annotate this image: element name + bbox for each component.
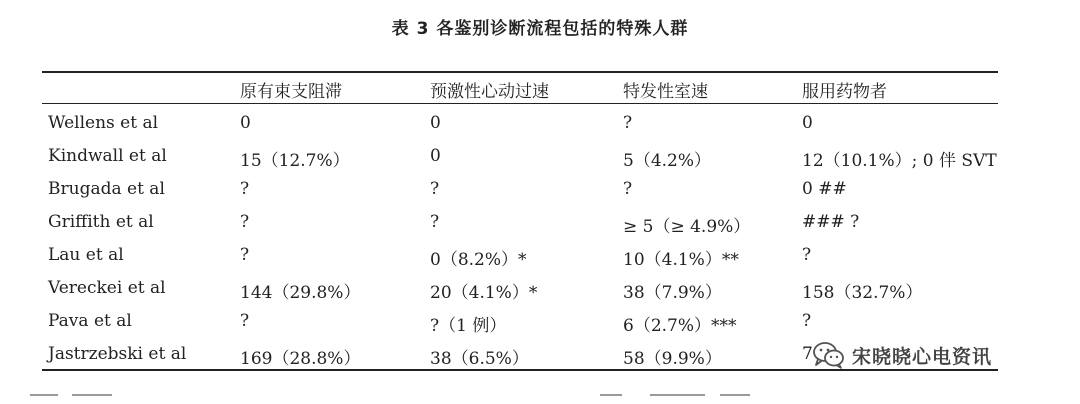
table-cell: 12（10.1%）; 0 伴 SVT [802, 151, 997, 171]
row-label: Jastrzebski et al [48, 344, 187, 364]
table-cell: 6（2.7%）*** [623, 316, 737, 336]
watermark [812, 340, 992, 370]
row-label: Brugada et al [48, 179, 165, 199]
table-row [42, 172, 998, 205]
table-cell: ? [430, 212, 440, 232]
row-label: Griffith et al [48, 212, 154, 232]
row-label: Kindwall et al [48, 146, 167, 166]
row-label: Vereckei et al [48, 278, 166, 298]
table-cell: 7 [802, 344, 813, 364]
table-cell: 20（4.1%）* [430, 283, 538, 303]
table-row [42, 139, 998, 172]
table-title: 表 3 各鉴别诊断流程包括的特殊人群 [391, 19, 689, 39]
wechat-icon [812, 340, 846, 370]
cropped-next-line [0, 392, 1080, 404]
table-cell: 10（4.1%）** [623, 250, 739, 270]
header-rule [42, 103, 998, 104]
table-cell: 169（28.8%） [240, 349, 361, 369]
column-header: 特发性室速 [623, 82, 708, 102]
table-row [42, 205, 998, 238]
table-cell: ? [802, 245, 812, 265]
table-cell: ? [240, 179, 250, 199]
table-cell: 58（9.9%） [623, 349, 722, 369]
table-cell: 38（7.9%） [623, 283, 722, 303]
table-row [42, 304, 998, 337]
column-header: 原有束支阻滞 [240, 82, 342, 102]
table-cell: 144（29.8%） [240, 283, 361, 303]
table-cell: 5（4.2%） [623, 151, 712, 171]
table-cell: 0 ## [802, 179, 847, 199]
table-cell: ? [240, 311, 250, 331]
table-row [42, 238, 998, 271]
watermark-text: 宋晓晓心电资讯 [852, 345, 993, 368]
column-header: 服用药物者 [802, 82, 887, 102]
table-cell: ? [430, 179, 440, 199]
row-label: Lau et al [48, 245, 124, 265]
table-cell: ? [802, 311, 812, 331]
table-cell: ≥ 5（≥ 4.9%） [623, 217, 751, 237]
table-cell: ?（1 例） [430, 316, 507, 336]
table-cell: 0 [240, 113, 251, 133]
top-rule [42, 71, 998, 73]
table-row [42, 106, 998, 139]
table-cell: 0 [430, 146, 441, 166]
table-cell: ? [240, 212, 250, 232]
table-cell: ? [240, 245, 250, 265]
table-cell: 0 [430, 113, 441, 133]
table-cell: 0 [802, 113, 813, 133]
table-cell: 15（12.7%） [240, 151, 350, 171]
table-cell: ? [623, 179, 633, 199]
table-cell: 38（6.5%） [430, 349, 529, 369]
table-row [42, 271, 998, 304]
table-cell: 0（8.2%）* [430, 250, 527, 270]
table-cell: ? [623, 113, 633, 133]
table-cell: ### ? [802, 212, 860, 232]
table-cell: 158（32.7%） [802, 283, 923, 303]
row-label: Pava et al [48, 311, 132, 331]
row-label: Wellens et al [48, 113, 159, 133]
column-header: 预激性心动过速 [430, 82, 549, 102]
